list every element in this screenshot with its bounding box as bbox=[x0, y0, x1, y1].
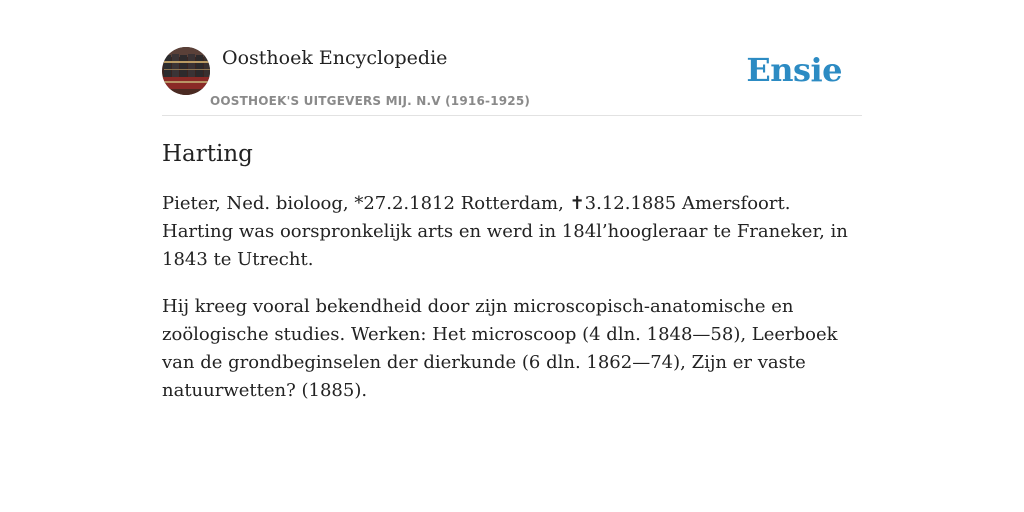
article bbox=[162, 138, 862, 424]
book-spines-icon bbox=[162, 47, 210, 95]
publisher-label: OOSTHOEK'S UITGEVERS MIJ. N.V (1916-1925) bbox=[210, 94, 531, 108]
article-paragraph: Pieter, Ned. bioloog, *27.2.1812 Rotterdam, ✝3.12.1885 Amersfoort. Harting was oorspronkelijk arts en werd in 184l’hoogleraar te Franeker, in 1843 te Utrecht. bbox=[162, 193, 848, 270]
book-title-link[interactable]: Oosthoek Encyclopedie bbox=[222, 47, 448, 69]
ensie-logo-link[interactable]: Ensie bbox=[746, 51, 842, 89]
header bbox=[162, 46, 862, 116]
book-avatar-icon[interactable] bbox=[162, 47, 210, 95]
article-title: Harting bbox=[162, 141, 253, 167]
article-paragraph: Hij kreeg vooral bekendheid door zijn microscopisch-anatomische en zoölogische studies. Werken: Het microscoop (4 dln. 1848—58), Leerboek van de grondbeginselen der dierkunde (6 dln. 1862—74), Zijn er vaste natuurwetten? (1885). bbox=[162, 296, 838, 401]
